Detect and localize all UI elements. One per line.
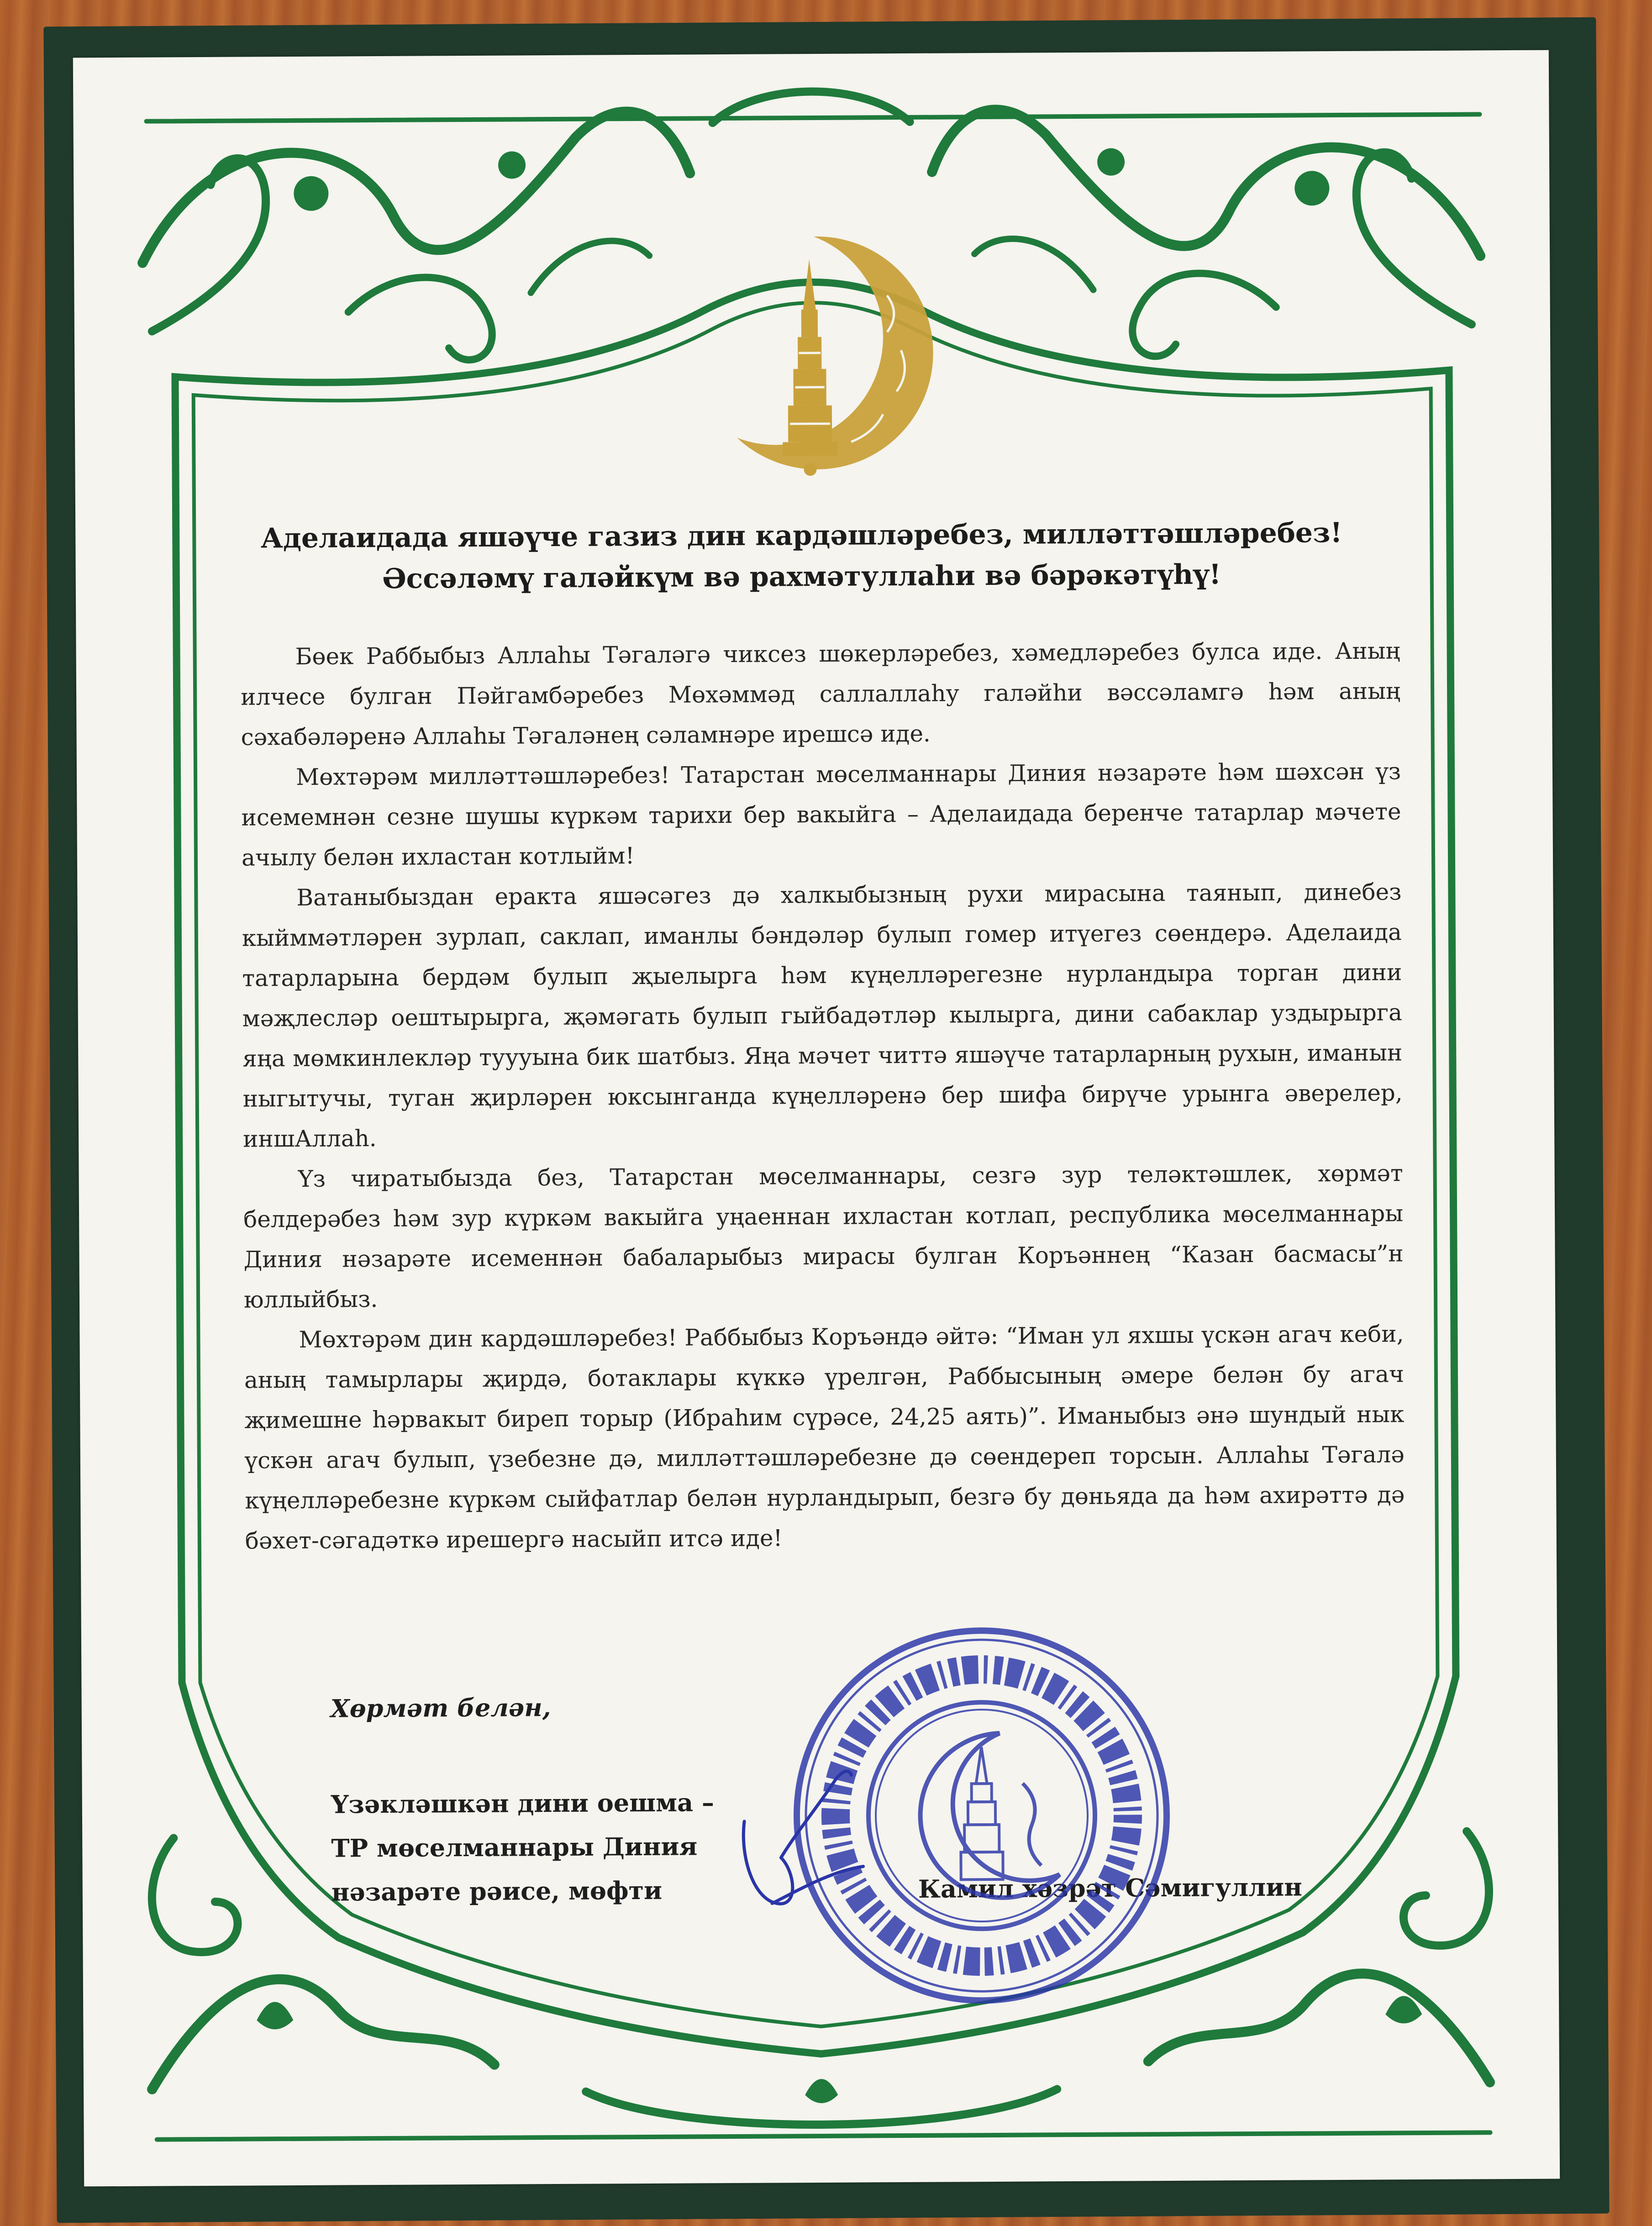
signer-title-line-3: нәзарәте рәисе, мөфти [331,1875,663,1907]
paragraph-5: Мөхтәрәм дин кардәшләребез! Раббыбыз Коръәндә әйтә: “Иман ул яхшы үскән агач кеби, аның тамырлары җирдә, ботаклары күккә үрелгән, Раббысының әмере белән бу агач җимешне һәрвакыт биреп торыр (Ибраһим сүрәсе, 24,25 аять)”. Иманыбыз әнә шундый нык үскән агач булып, үзебезне дә, милләттәшләребезне дә сөендереп торсын. Аллаһы Тәгалә күңелләребезне күркәм сыйфатлар белән нурландырып, безгә бу дөньяда да һәм ахирәттә дә бәхет-сәгадәткә ирешергә насыйп итсә иде! [244,1321,1405,1554]
letter-body [240,631,1405,1561]
greeting-line-1: Аделаидада яшәүче газиз дин кардәшләребез, милләттәшләребез! [260,516,1342,555]
closing-phrase: Хөрмәт белән, [330,1693,551,1723]
paragraph-1: Бөек Раббыбыз Аллаһы Тәгаләгә чиксез шөкерләребез, хәмедләребез булса иде. Аның илчесе булган Пәйгамбәребез Мөхәммәд саллаллаһу галәйһи вәссәламгә һәм аның сәхабәләренә Аллаһы Тәгаләнең сәламнәре ирешсә иде. [241,637,1401,751]
signer-name: Камил хәзрәт Сәмигуллин [918,1872,1303,1904]
signer-title-line-2: ТР мөселманнары Диния [331,1831,698,1863]
crescent-minaret-emblem [681,222,938,498]
handwritten-signature [726,1752,873,1917]
paragraph-4: Үз чиратыбызда без, Татарстан мөселманнары, сезгә зур теләктәшлек, хөрмәт белдерәбез һәм зур күркәм вакыйга уңаеннан ихластан котлап, республика мөселманнары Диния нәзарәте исеменнән бабаларыбыз мирасы булган Коръәннең “Казан басмасы”н юллыйбыз. [243,1160,1404,1313]
paragraph-3: Ватаныбыздан еракта яшәсәгез дә халкыбызның рухи мирасына таянып, динебез кыйммәтләрен зурлап, саклап, иманлы бәндәләр булып гомер итүегез сөендерә. Аделаида татарларына бердәм булып җыелырга һәм күңелләрегезне нурландыра торган дини мәҗлесләр оештырырга, җәмәгать булып гыйбадәтләр кылырга, дини сабаклар уздырырга яңа мөмкинлекләр туууына бик шатбыз. Яңа мәчет читтә яшәүче татарларның рухын, иманын ныгытучы, туган җирләрен юксынганда күңелләренә бер шифа бирүче урынга әверелер, иншАллаһ. [242,879,1403,1152]
signer-title-line-1: Үзәкләшкән дини оешма – [331,1788,715,1819]
greeting-line-2: Әссәләмү галәйкүм вә рахмәтуллаһи вә бәрәкәтүһү! [382,558,1221,595]
paragraph-2: Мөхтәрәм милләттәшләребез! Татарстан мөселманнары Диния нәзарәте һәм шәхсән үз исемемнән сезне шушы күркәм тарихи бер вакыйга – Аделаидада беренче татарлар мәчете ачылу белән ихластан котлыйм! [241,758,1401,871]
letter-sheet [73,50,1560,2187]
